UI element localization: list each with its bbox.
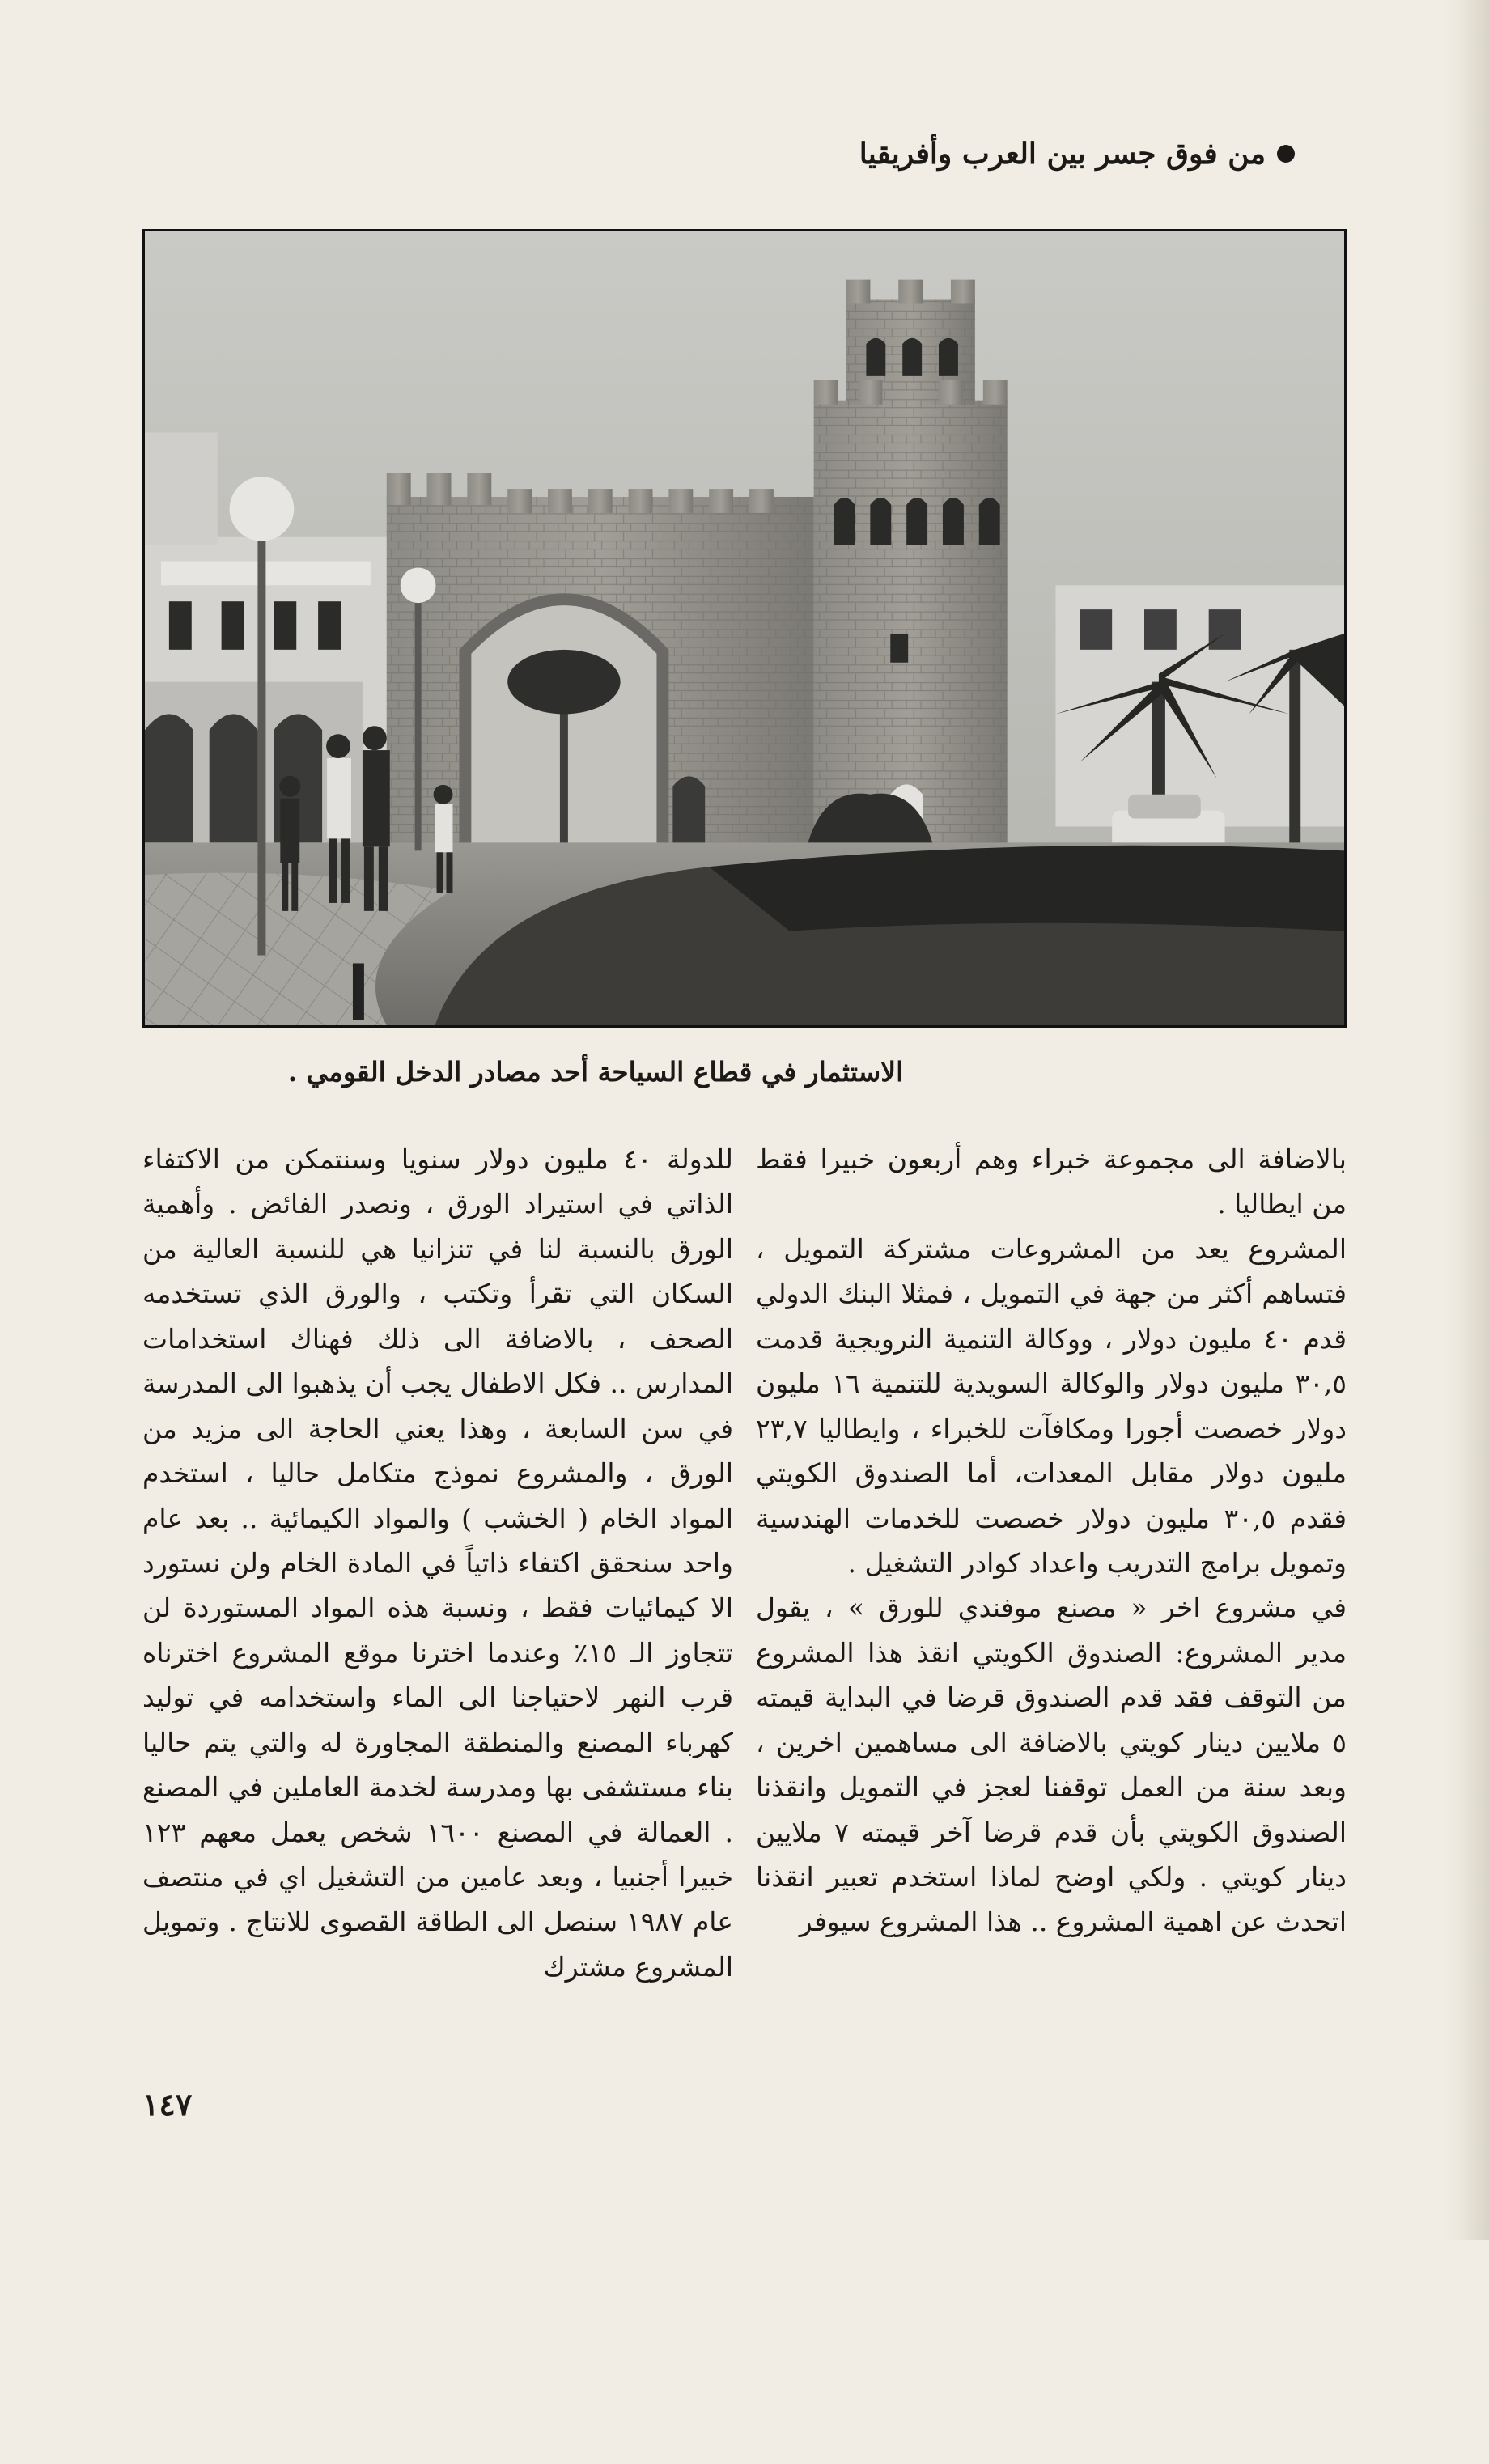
bullet-icon xyxy=(1277,145,1295,163)
text-column-left xyxy=(142,1137,733,2464)
paragraph: المشروع يعد من المشروعات مشتركة التمويل ، فتساهم أكثر من جهة في التمويل ، فمثلا البنك الدولي قدم ٤٠ مليون دولار ، ووكالة التنمية النرويجية قدمت ٣٠,٥ مليون دولار والوكالة السويدية للتنمية ١٦ مليون دولار خصصت أجورا ومكافآت للخبراء ، وايطاليا ٢٣,٧ مليون دولار مقابل المعدات، أما الصندوق الكويتي فقدم ٣٠,٥ مليون دولار خصصت للخدمات الهندسية وتمويل برامج التدريب واعداد كوادر التشغيل . xyxy=(756,1232,1347,1579)
photo-illustration xyxy=(145,231,1344,1025)
running-head-text: من فوق جسر بين العرب وأفريقيا xyxy=(859,137,1266,171)
paragraph: للدولة ٤٠ مليون دولار سنويا وسنتمكن من الاكتفاء الذاتي في استيراد الورق ، ونصدر الفائض . وأهمية الورق بالنسبة لنا في تنزانيا هي للنسبة العالية من السكان التي تقرأ وتكتب ، والورق الذي تستخدمه الصحف ، بالاضافة الى ذلك فهناك استخدامات المدارس .. فكل الاطفال يجب أن يذهبوا الى المدرسة في سن السابعة ، وهذا يعني الحاجة الى مزيد من الورق ، والمشروع نموذج متكامل حاليا ، استخدم المواد الخام ( الخشب ) والمواد الكيمائية .. بعد عام واحد سنحقق اكتفاء ذاتياً في المادة الخام ولن نستورد الا كيمائيات فقط ، ونسبة هذه المواد المستوردة لن تتجاوز الـ ١٥٪ وعندما اخترنا موقع المشروع اخترناه قرب النهر لاحتياجنا الى الماء واستخدامه في توليد كهرباء المصنع والمنطقة المجاورة له والتي يتم حاليا بناء مستشفى بها ومدرسة لخدمة العاملين في المصنع . العمالة في المصنع ١٦٠٠ شخص يعمل معهم ١٢٣ خبيرا أجنبيا ، وبعد عامين من التشغيل اي في منتصف عام ١٩٨٧ سنصل الى الطاقة القصوى للانتاج . وتمويل المشروع مشترك xyxy=(142,1143,734,1983)
text-column-right xyxy=(756,1137,1347,2464)
paragraph: بالاضافة الى مجموعة خبراء وهم أربعون خبيرا فقط من ايطاليا . xyxy=(756,1143,1347,1220)
running-head xyxy=(566,129,1295,178)
paragraph: في مشروع اخر « مصنع موفندي للورق » ، يقول مدير المشروع: الصندوق الكويتي انقذ هذا المشروع من التوقف فقد قدم الصندوق قرضا في البداية قيمته ٥ ملايين دينار كويتي بالاضافة الى مساهمين اخرين ، وبعد سنة من العمل توقفنا لعجز في التمويل وانقذنا الصندوق الكويتي بأن قدم قرضا آخر قيمته ٧ ملايين دينار كويتي . ولكي اوضح لماذا استخدم تعبير انقذنا اتحدث عن اهمية المشروع .. هذا المشروع سيوفر xyxy=(756,1592,1347,1938)
photo-tourism-gate xyxy=(142,229,1347,1028)
photo-caption: الاستثمار في قطاع السياحة أحد مصادر الدخل القومي . xyxy=(287,1056,904,1088)
page-edge-shadow xyxy=(1440,0,1489,2240)
page-number: ١٤٧ xyxy=(142,2086,193,2123)
